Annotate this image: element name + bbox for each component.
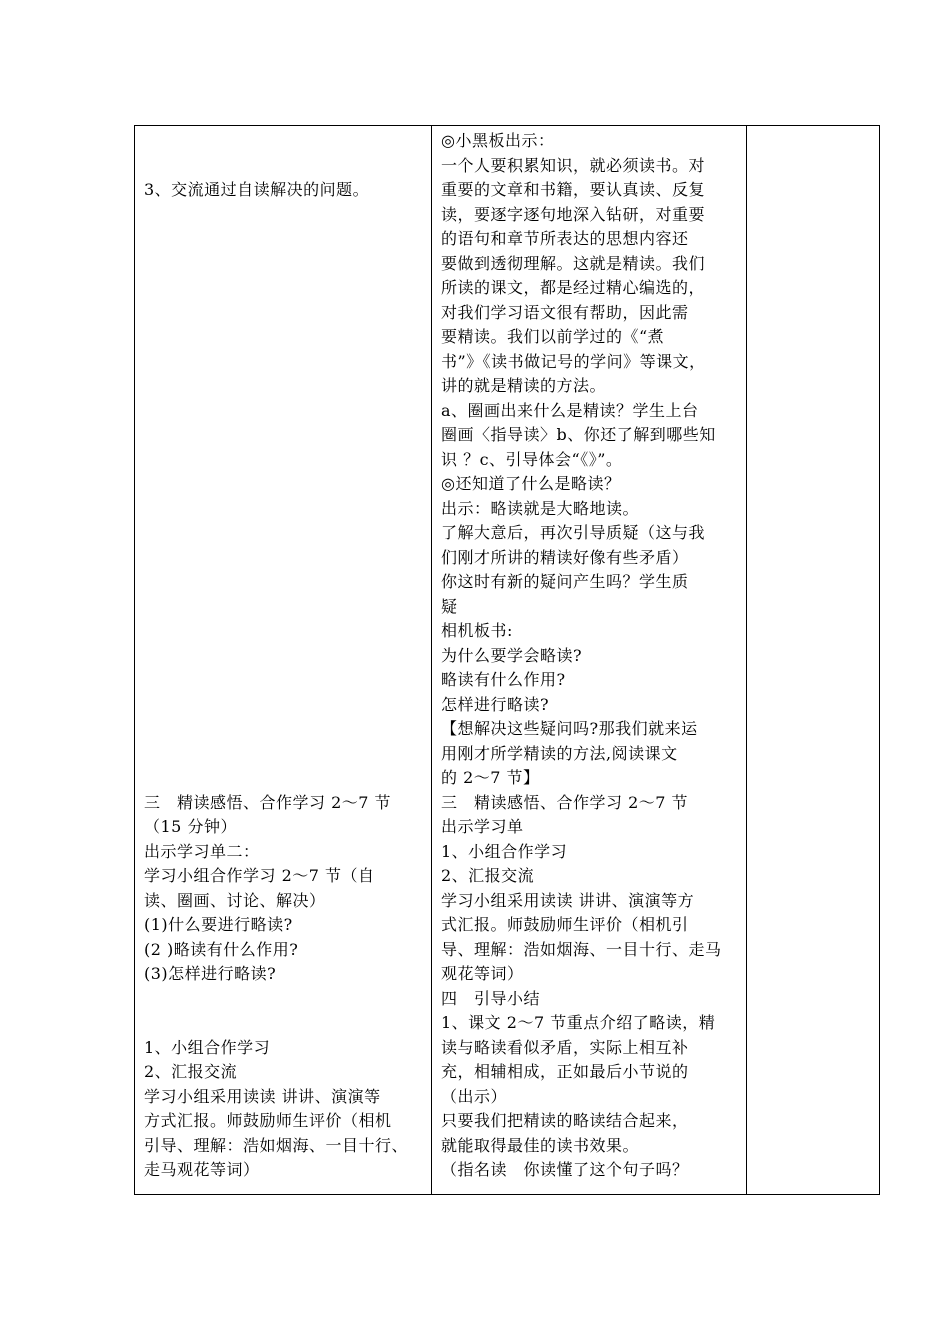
teacher-activity-line: a、圈画出来什么是精读？学生上台 — [441, 400, 699, 420]
teacher-activity-line: 识 ？c、引导体会“《》”。 — [441, 449, 623, 469]
teacher-activity-line: 1、小组合作学习 — [441, 841, 568, 861]
teacher-activity-line: 2、汇报交流 — [441, 866, 535, 885]
student-activity-line: (2 )略读有什么作用? — [144, 939, 299, 959]
teacher-activity-text — [432, 126, 746, 1194]
student-activity-line: 方式汇报。师鼓励师生评价（相机 — [144, 1111, 392, 1130]
teacher-activity-cell — [432, 126, 747, 1195]
teacher-activity-line: 你这时有新的疑问产生吗？学生质 — [441, 572, 689, 591]
teacher-activity-line: 了解大意后，再次引导质疑（这与我 — [441, 523, 706, 542]
student-activity-line: (1)什么要进行略读? — [144, 915, 293, 934]
teacher-activity-line: 就能取得最佳的读书效果。 — [441, 1135, 640, 1155]
teacher-activity-line: 书”》《读书做记号的学问》等课文， — [441, 351, 706, 371]
teacher-activity-line: ◎小黑板出示： — [441, 131, 555, 150]
student-activity-line: 走马观花等词） — [144, 1160, 260, 1179]
student-activity-text — [135, 126, 431, 1194]
student-activity-cell — [135, 126, 432, 1195]
teacher-activity-line: 出示：略读就是大略地读。 — [441, 498, 640, 518]
teacher-activity-line: 四 引导小结 — [441, 988, 541, 1008]
teacher-activity-line: 所读的课文，都是经过精心编选的， — [441, 278, 706, 297]
teacher-activity-line: 略读有什么作用? — [441, 670, 566, 689]
teacher-activity-line: （指名读 你读懂了这个句子吗？ — [441, 1160, 689, 1179]
teacher-activity-line: 只要我们把精读的略读结合起来， — [441, 1111, 689, 1130]
teacher-activity-line: 一个人要积累知识，就必须读书。对 — [441, 155, 706, 175]
teacher-activity-line: 对我们学习语文很有帮助，因此需 — [441, 302, 689, 322]
teacher-activity-line: 读，要逐字逐句地深入钻研，对重要 — [441, 204, 706, 224]
teacher-activity-line: 重要的文章和书籍，要认真读、反复 — [441, 180, 706, 199]
teacher-activity-line: 【想解决这些疑问吗?那我们就来运 — [441, 719, 698, 738]
teacher-activity-line: 怎样进行略读? — [441, 694, 550, 714]
student-activity-line: 学习小组采用读读 讲讲、演演等 — [144, 1086, 381, 1106]
teacher-activity-line: 出示学习单 — [441, 817, 524, 836]
teacher-activity-line: 要精读。我们以前学过的《“煮 — [441, 327, 665, 346]
lesson-plan-table — [134, 125, 880, 1195]
teacher-activity-line: 1、课文 2～7 节重点介绍了略读，精 — [441, 1013, 716, 1032]
teacher-activity-line: 的语句和章节所表达的思想内容还 — [441, 229, 689, 248]
teacher-activity-line: 充，相辅相成，正如最后小节说的 — [441, 1062, 689, 1081]
student-activity-line: 1、小组合作学习 — [144, 1037, 271, 1057]
notes-cell — [747, 126, 880, 1195]
teacher-activity-line: 三 精读感悟、合作学习 2～7 节 — [441, 792, 689, 812]
teacher-activity-line: 读与略读看似矛盾，实际上相互补 — [441, 1037, 689, 1057]
table-row — [135, 126, 880, 1195]
teacher-activity-line: 用刚才所学精读的方法,阅读课文 — [441, 743, 678, 763]
teacher-activity-line: 讲的就是精读的方法。 — [441, 376, 607, 395]
teacher-activity-line: 疑 — [441, 596, 458, 616]
student-activity-line: 3、交流通过自读解决的问题。 — [144, 180, 370, 199]
student-activity-line: 引导、理解：浩如烟海、一目十行、 — [144, 1135, 409, 1155]
teacher-activity-line: 式汇报。师鼓励师生评价（相机引 — [441, 915, 689, 934]
teacher-activity-line: 观花等词） — [441, 964, 524, 983]
teacher-activity-line: 们刚才所讲的精读好像有些矛盾） — [441, 547, 689, 567]
teacher-activity-line: 相机板书: — [441, 621, 513, 640]
student-activity-line: 2、汇报交流 — [144, 1062, 238, 1081]
student-activity-line: 读、圈画、讨论、解决） — [144, 890, 326, 910]
teacher-activity-line: 学习小组采用读读 讲讲、演演等方 — [441, 890, 695, 910]
teacher-activity-line: ◎还知道了什么是略读？ — [441, 474, 621, 493]
teacher-activity-line: 圈画〈指导读〉b、你还了解到哪些知 — [441, 425, 716, 444]
student-activity-line: 出示学习单二： — [144, 841, 260, 861]
student-activity-line: 学习小组合作学习 2～7 节（自 — [144, 866, 375, 885]
teacher-activity-line: 要做到透彻理解。这就是精读。我们 — [441, 253, 706, 273]
student-activity-line: 三 精读感悟、合作学习 2～7 节 — [144, 792, 392, 812]
teacher-activity-line: （出示） — [441, 1086, 508, 1106]
teacher-activity-line: 导、理解：浩如烟海、一目十行、走马 — [441, 939, 722, 959]
notes-empty — [747, 126, 879, 1194]
student-activity-line: （15 分钟） — [144, 817, 237, 836]
teacher-activity-line: 为什么要学会略读? — [441, 645, 583, 665]
student-activity-line: (3)怎样进行略读? — [144, 964, 277, 983]
teacher-activity-line: 的 2～7 节】 — [441, 768, 540, 787]
